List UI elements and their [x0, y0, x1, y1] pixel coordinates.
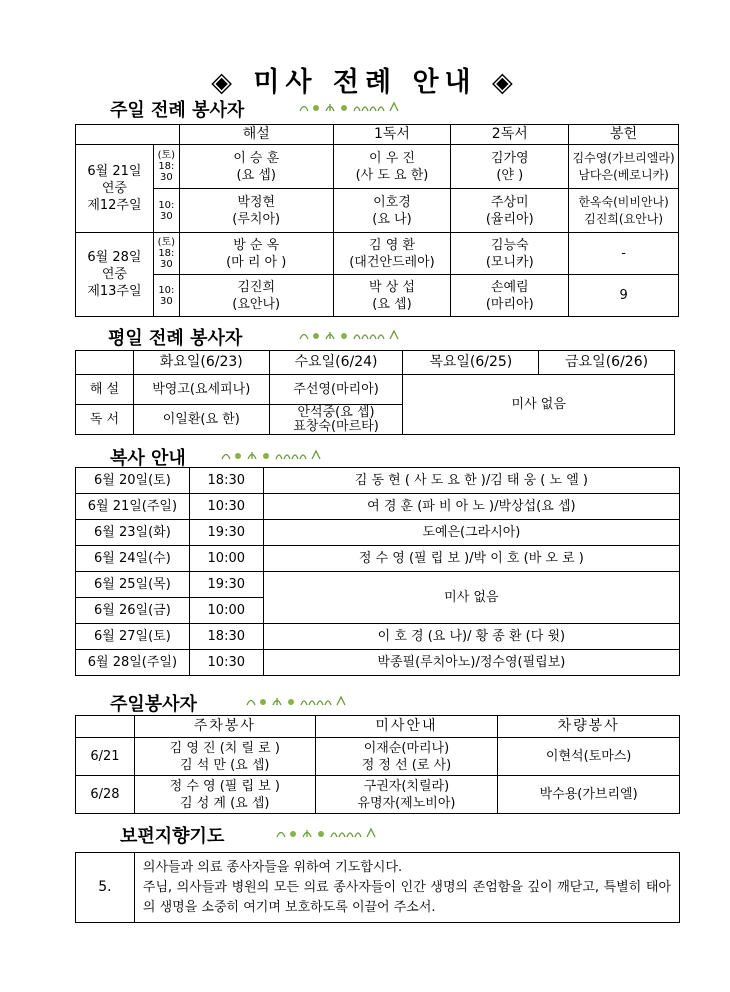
week-season: 연중: [101, 267, 127, 282]
guide-cell: 구권자(치릴라) 유명자(제노비아): [315, 776, 498, 814]
date-cell: 6월 26일(금): [76, 598, 190, 624]
name: 김 영 환: [369, 237, 415, 253]
baptismal-name: (모니카): [485, 254, 534, 270]
name: 이 승 훈: [233, 150, 280, 166]
baptismal-name: (마리아): [485, 296, 534, 312]
table-row: [76, 275, 679, 317]
header-friday: 금요일(6/26): [539, 351, 675, 375]
page-title: ◈ 미사 전례 안내 ◈: [211, 67, 519, 98]
header-tuesday: 화요일(6/23): [133, 351, 269, 375]
prayer-line-2: 주님, 의사들과 병원의 모든 의료 종사자들이 인간 생명의 존엄함을 깊이 깨닫고, 특별히 태아의 생명을 소중히 여기며 보호하도록 이끌어 주소서.: [142, 879, 671, 915]
date-cell: 6월 27일(토): [76, 624, 190, 650]
name: 남다은(베로니카): [578, 167, 669, 182]
time-cell: 19:30: [189, 572, 263, 598]
leaf-decoration-icon: [298, 100, 403, 114]
tuesday-cell: 박영고(요세피나): [133, 375, 269, 405]
table-header-row: [76, 351, 675, 375]
table-row: [76, 145, 679, 189]
name: 주상미: [490, 194, 529, 210]
name: 김수영(가브리엘라): [572, 150, 675, 165]
header-offering: 봉헌: [569, 125, 679, 145]
table-row: [76, 650, 680, 676]
table-row: [76, 572, 680, 598]
table-row: [76, 494, 680, 520]
baptismal-name: (루치아): [232, 211, 281, 227]
baptismal-name: (요 셉): [372, 296, 412, 312]
vehicle-cell: 이현석(토마스): [498, 738, 680, 776]
week-season: 연중: [101, 181, 127, 196]
name: 손예림: [490, 279, 529, 295]
server-names: 박종필(루치아노)/정수영(필립보): [263, 650, 679, 676]
week-name: 제13주일: [87, 284, 142, 299]
time-cell: 18:30: [189, 468, 263, 494]
header-reading1: 1독서: [333, 125, 451, 145]
mass-time: 10: 30: [153, 275, 179, 317]
date-cell: 6월 25일(목): [76, 572, 190, 598]
no-mass-cell: 미사 없음: [263, 572, 679, 624]
prayer-table: [75, 852, 680, 923]
sunday-liturgy-table: [75, 124, 679, 317]
header-commentary: 해설: [179, 125, 333, 145]
sunday-helpers-table: [75, 715, 680, 814]
mass-time: (토) 18: 30: [153, 233, 179, 275]
baptismal-name: (율리아): [485, 211, 534, 227]
table-row: [76, 776, 680, 814]
table-row: [76, 520, 680, 546]
row-label: 독 서: [76, 405, 134, 435]
name: 김능숙: [490, 237, 529, 253]
baptismal-name: (마 리 아 ): [226, 254, 287, 270]
date-cell: 6월 28일(주일): [76, 650, 190, 676]
table-row: [76, 853, 680, 923]
tuesday-cell: 이일환(요 한): [133, 405, 269, 435]
date-cell: 6월 23일(화): [76, 520, 190, 546]
mass-time: (토) 18: 30: [153, 145, 179, 189]
name: 이 우 진: [369, 150, 415, 166]
name: 방 순 옥: [233, 237, 280, 253]
prayer-line-1: 의사들과 의료 종사자들을 위하여 기도합시다.: [142, 859, 403, 875]
date-cell: 6월 24일(수): [76, 546, 190, 572]
offering-cell: 9: [569, 275, 679, 317]
baptismal-name: (요안나): [232, 296, 281, 312]
section-title-prayer: 보편지향기도: [120, 826, 225, 847]
section-title-sunday-helpers: 주일봉사자: [110, 694, 197, 715]
baptismal-name: (사 도 요 한): [355, 167, 429, 183]
name: 김진희: [237, 279, 276, 295]
server-names: 김 동 현 ( 사 도 요 한 )/김 태 웅 ( 노 엘 ): [263, 468, 679, 494]
wednesday-cell: 안석중(요 셉) 표창숙(마르타): [269, 405, 403, 435]
section-title-copy: 복사 안내: [110, 448, 186, 469]
offering-cell: -: [569, 233, 679, 275]
leaf-decoration-icon: [298, 328, 403, 342]
name: 박 상 섭: [369, 279, 415, 295]
name: 김가영: [490, 150, 529, 166]
week-label: [76, 233, 154, 317]
no-mass-cell: 미사 없음: [403, 375, 675, 435]
header-blank: [76, 125, 180, 145]
server-names: 이 호 경 (요 나)/ 황 종 환 (다 윗): [263, 624, 679, 650]
wednesday-cell: 주선영(마리아): [269, 375, 403, 405]
name: 박정현: [237, 194, 276, 210]
table-row: [76, 189, 679, 233]
header-vehicle: 차량봉사: [498, 716, 680, 738]
parking-cell: 정 수 영 (필 립 보 ) 김 성 계 (요 셉): [134, 776, 315, 814]
server-names: 도예은(그라시아): [263, 520, 679, 546]
name: 한옥숙(비비안나): [578, 194, 669, 209]
table-header-row: [76, 125, 679, 145]
table-row: [76, 546, 680, 572]
prayer-text: [134, 853, 679, 923]
date-cell: 6/28: [76, 776, 135, 814]
server-names: 정 수 영 (필 립 보 )/박 이 호 (바 오 로 ): [263, 546, 679, 572]
table-header-row: [76, 716, 680, 738]
date-cell: 6월 21일(주일): [76, 494, 190, 520]
name: 김진희(요안나): [584, 211, 664, 226]
table-row: [76, 738, 680, 776]
baptismal-name: (요 셉): [236, 167, 276, 183]
mass-time: 10: 30: [153, 189, 179, 233]
time-cell: 10:00: [189, 546, 263, 572]
altar-server-table: [75, 467, 680, 676]
table-row: [76, 624, 680, 650]
server-names: 여 경 훈 (파 비 아 노 )/박상섭(요 셉): [263, 494, 679, 520]
section-title-weekday: 평일 전례 봉사자: [108, 328, 243, 349]
leaf-decoration-icon: [275, 826, 380, 840]
prayer-number: 5.: [76, 853, 135, 923]
header-parking: 주차봉사: [134, 716, 315, 738]
header-thursday: 목요일(6/25): [403, 351, 539, 375]
week-label: [76, 145, 154, 233]
week-name: 제12주일: [87, 198, 142, 213]
header-guide: 미사안내: [315, 716, 498, 738]
guide-cell: 이재순(마리나) 정 정 선 (로 사): [315, 738, 498, 776]
section-title-sunday: 주일 전례 봉사자: [110, 100, 245, 121]
week-date: 6월 21일: [87, 164, 142, 179]
header-wednesday: 수요일(6/24): [269, 351, 403, 375]
header-reading2: 2독서: [451, 125, 569, 145]
parking-cell: 김 영 진 (치 릴 로 ) 김 석 만 (요 셉): [134, 738, 315, 776]
week-date: 6월 28일: [87, 250, 142, 265]
vehicle-cell: 박수용(가브리엘): [498, 776, 680, 814]
date-cell: 6월 20일(토): [76, 468, 190, 494]
header-blank: [76, 716, 135, 738]
time-cell: 19:30: [189, 520, 263, 546]
leaf-decoration-icon: [245, 694, 350, 708]
header-blank: [76, 351, 134, 375]
time-cell: 10:30: [189, 650, 263, 676]
time-cell: 18:30: [189, 624, 263, 650]
name: 이호경: [373, 194, 411, 210]
baptismal-name: (얀 ): [496, 167, 524, 183]
time-cell: 10:30: [189, 494, 263, 520]
row-label: 해 설: [76, 375, 134, 405]
table-row: [76, 233, 679, 275]
baptismal-name: (대건안드레아): [349, 254, 435, 270]
table-row: [76, 468, 680, 494]
table-row: [76, 375, 675, 405]
weekday-liturgy-table: [75, 350, 675, 435]
leaf-decoration-icon: [220, 448, 325, 462]
baptismal-name: (요 나): [372, 211, 412, 227]
time-cell: 10:00: [189, 598, 263, 624]
date-cell: 6/21: [76, 738, 135, 776]
